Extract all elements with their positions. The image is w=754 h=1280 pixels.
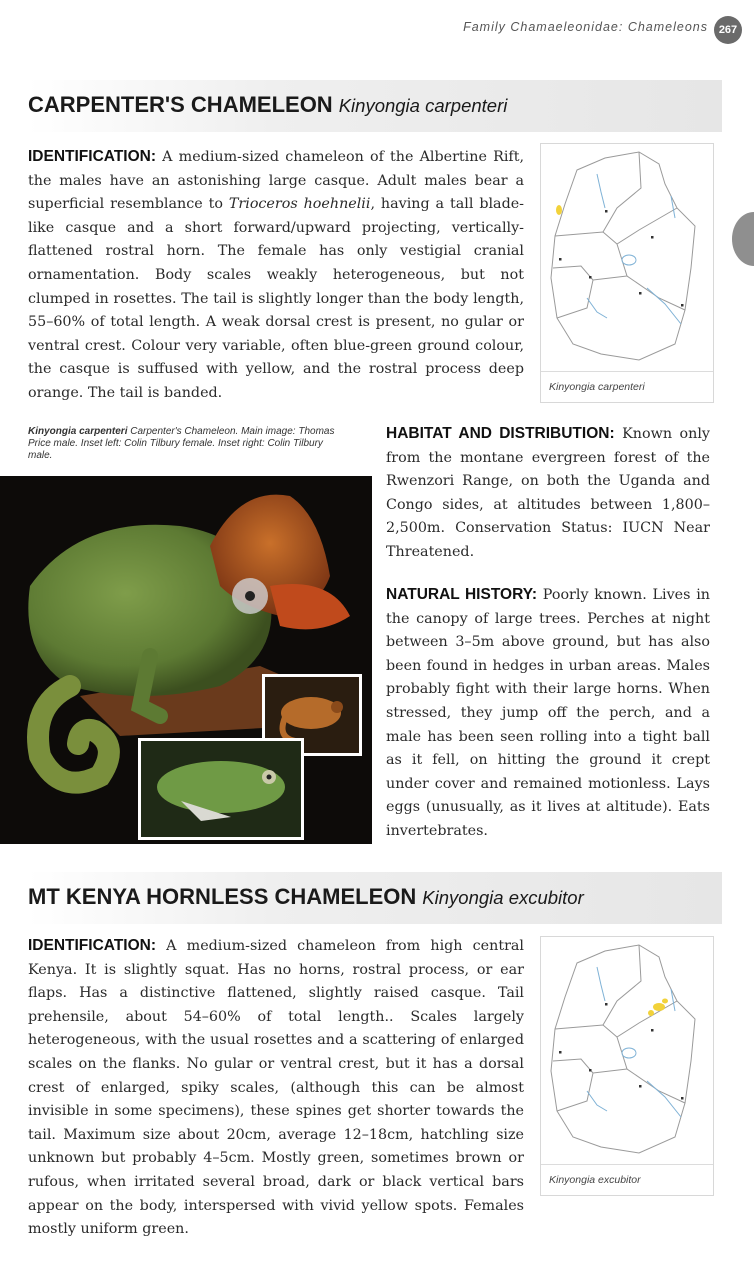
species1-common-name: CARPENTER'S CHAMELEON [28, 92, 333, 117]
species1-map-caption: Kinyongia carpenteri [541, 371, 713, 402]
page-number: 267 [714, 16, 742, 44]
photo-caption: Kinyongia carpenteri Carpenter's Chameleon. Main image: Thomas Price male. Inset left: Colin Tilbury female. Inset right: Colin Tilbury male. [28, 426, 335, 461]
species2-identification: IDENTIFICATION: A medium-sized chameleon from high central Kenya. It is slightly squat. Has no horns, rostral process, or ear flaps. Has a distinctive flattened, slightly raised casque. Tail prehensile, about 54–60% of total length.. Scales largely heterogeneous, with the usual rosettes and a scattering of enlarged scales on the flanks. No gular or ventral crest, but it has a dorsal crest of enlarged, spiky scales, (although this can be almost invisible in some specimens), these spines get shorter towards the tail. Maximum size about 20cm, average 12–18cm, hatchling size unknown but probably 4–5cm. Mostly green, sometimes brown or rufous, when irritated several broad, dark or black vertical bars appear on the body, interspersed with vivid yellow spots. Females mostly uniform green. [28, 937, 524, 1238]
species2-map-caption: Kinyongia excubitor [541, 1164, 713, 1195]
east-africa-map [547, 148, 707, 366]
inset-left-image [138, 738, 304, 840]
species2-title [28, 884, 584, 910]
species1-range-map [540, 143, 714, 403]
identification-heading: IDENTIFICATION: [28, 148, 157, 165]
identification-heading: IDENTIFICATION: [28, 937, 157, 954]
natural-history-heading: NATURAL HISTORY: [386, 586, 538, 603]
species1-habitat: HABITAT AND DISTRIBUTION: Known only from the montane evergreen forest of the Rwenzori Range, on both the Uganda and Congo sides, at altitudes between 1,800–2,500m. Conservation Status: IUCN Near Threatened. [386, 425, 710, 560]
species1-scientific-name: Kinyongia carpenteri [338, 95, 508, 116]
section-edge-tab [732, 212, 754, 266]
species2-scientific-name: Kinyongia excubitor [422, 887, 584, 908]
species2-common-name: MT KENYA HORNLESS CHAMELEON [28, 884, 417, 909]
species2-range-marker [648, 999, 668, 1017]
species1-title [28, 92, 507, 118]
species1-identification: IDENTIFICATION: A medium-sized chameleon of the Albertine Rift, the males have an astonishing large casque. Adult males bear a superficial resemblance to Trioceros hoehnelii, having a tall blade-like casque and a short forward/upward projecting, vertically-flattened rostral horn. The female has only vestigial cranial ornamentation. Body scales weakly heterogeneous, but not clumped in rosettes. The tail is slightly longer than the body length, 55–60% of total length. A weak dorsal crest is present, no gular or ventral crest. Colour very variable, often blue-green ground colour, the casque is suffused with yellow, and the rostral process deep orange. The tail is banded. [28, 148, 525, 401]
chameleon-photo [0, 476, 372, 844]
running-head: Family Chamaeleonidae: Chameleons [463, 20, 708, 34]
species1-natural-history: NATURAL HISTORY: Poorly known. Lives in the canopy of large trees. Perches at night between 3–5m above ground, but has also been found in hedges in urban areas. Males probably fight with their large horns. When stressed, they jump off the perch, and a male has been seen rolling into a tight ball as it fell, on hitting the ground it crept under cover and remained motionless. Lays eggs (unusually, as it lives at altitude). Eats invertebrates. [386, 586, 710, 839]
habitat-heading: HABITAT AND DISTRIBUTION: [386, 425, 615, 442]
species1-range-marker [556, 205, 562, 215]
east-africa-map [547, 941, 707, 1159]
species2-range-map [540, 936, 714, 1196]
